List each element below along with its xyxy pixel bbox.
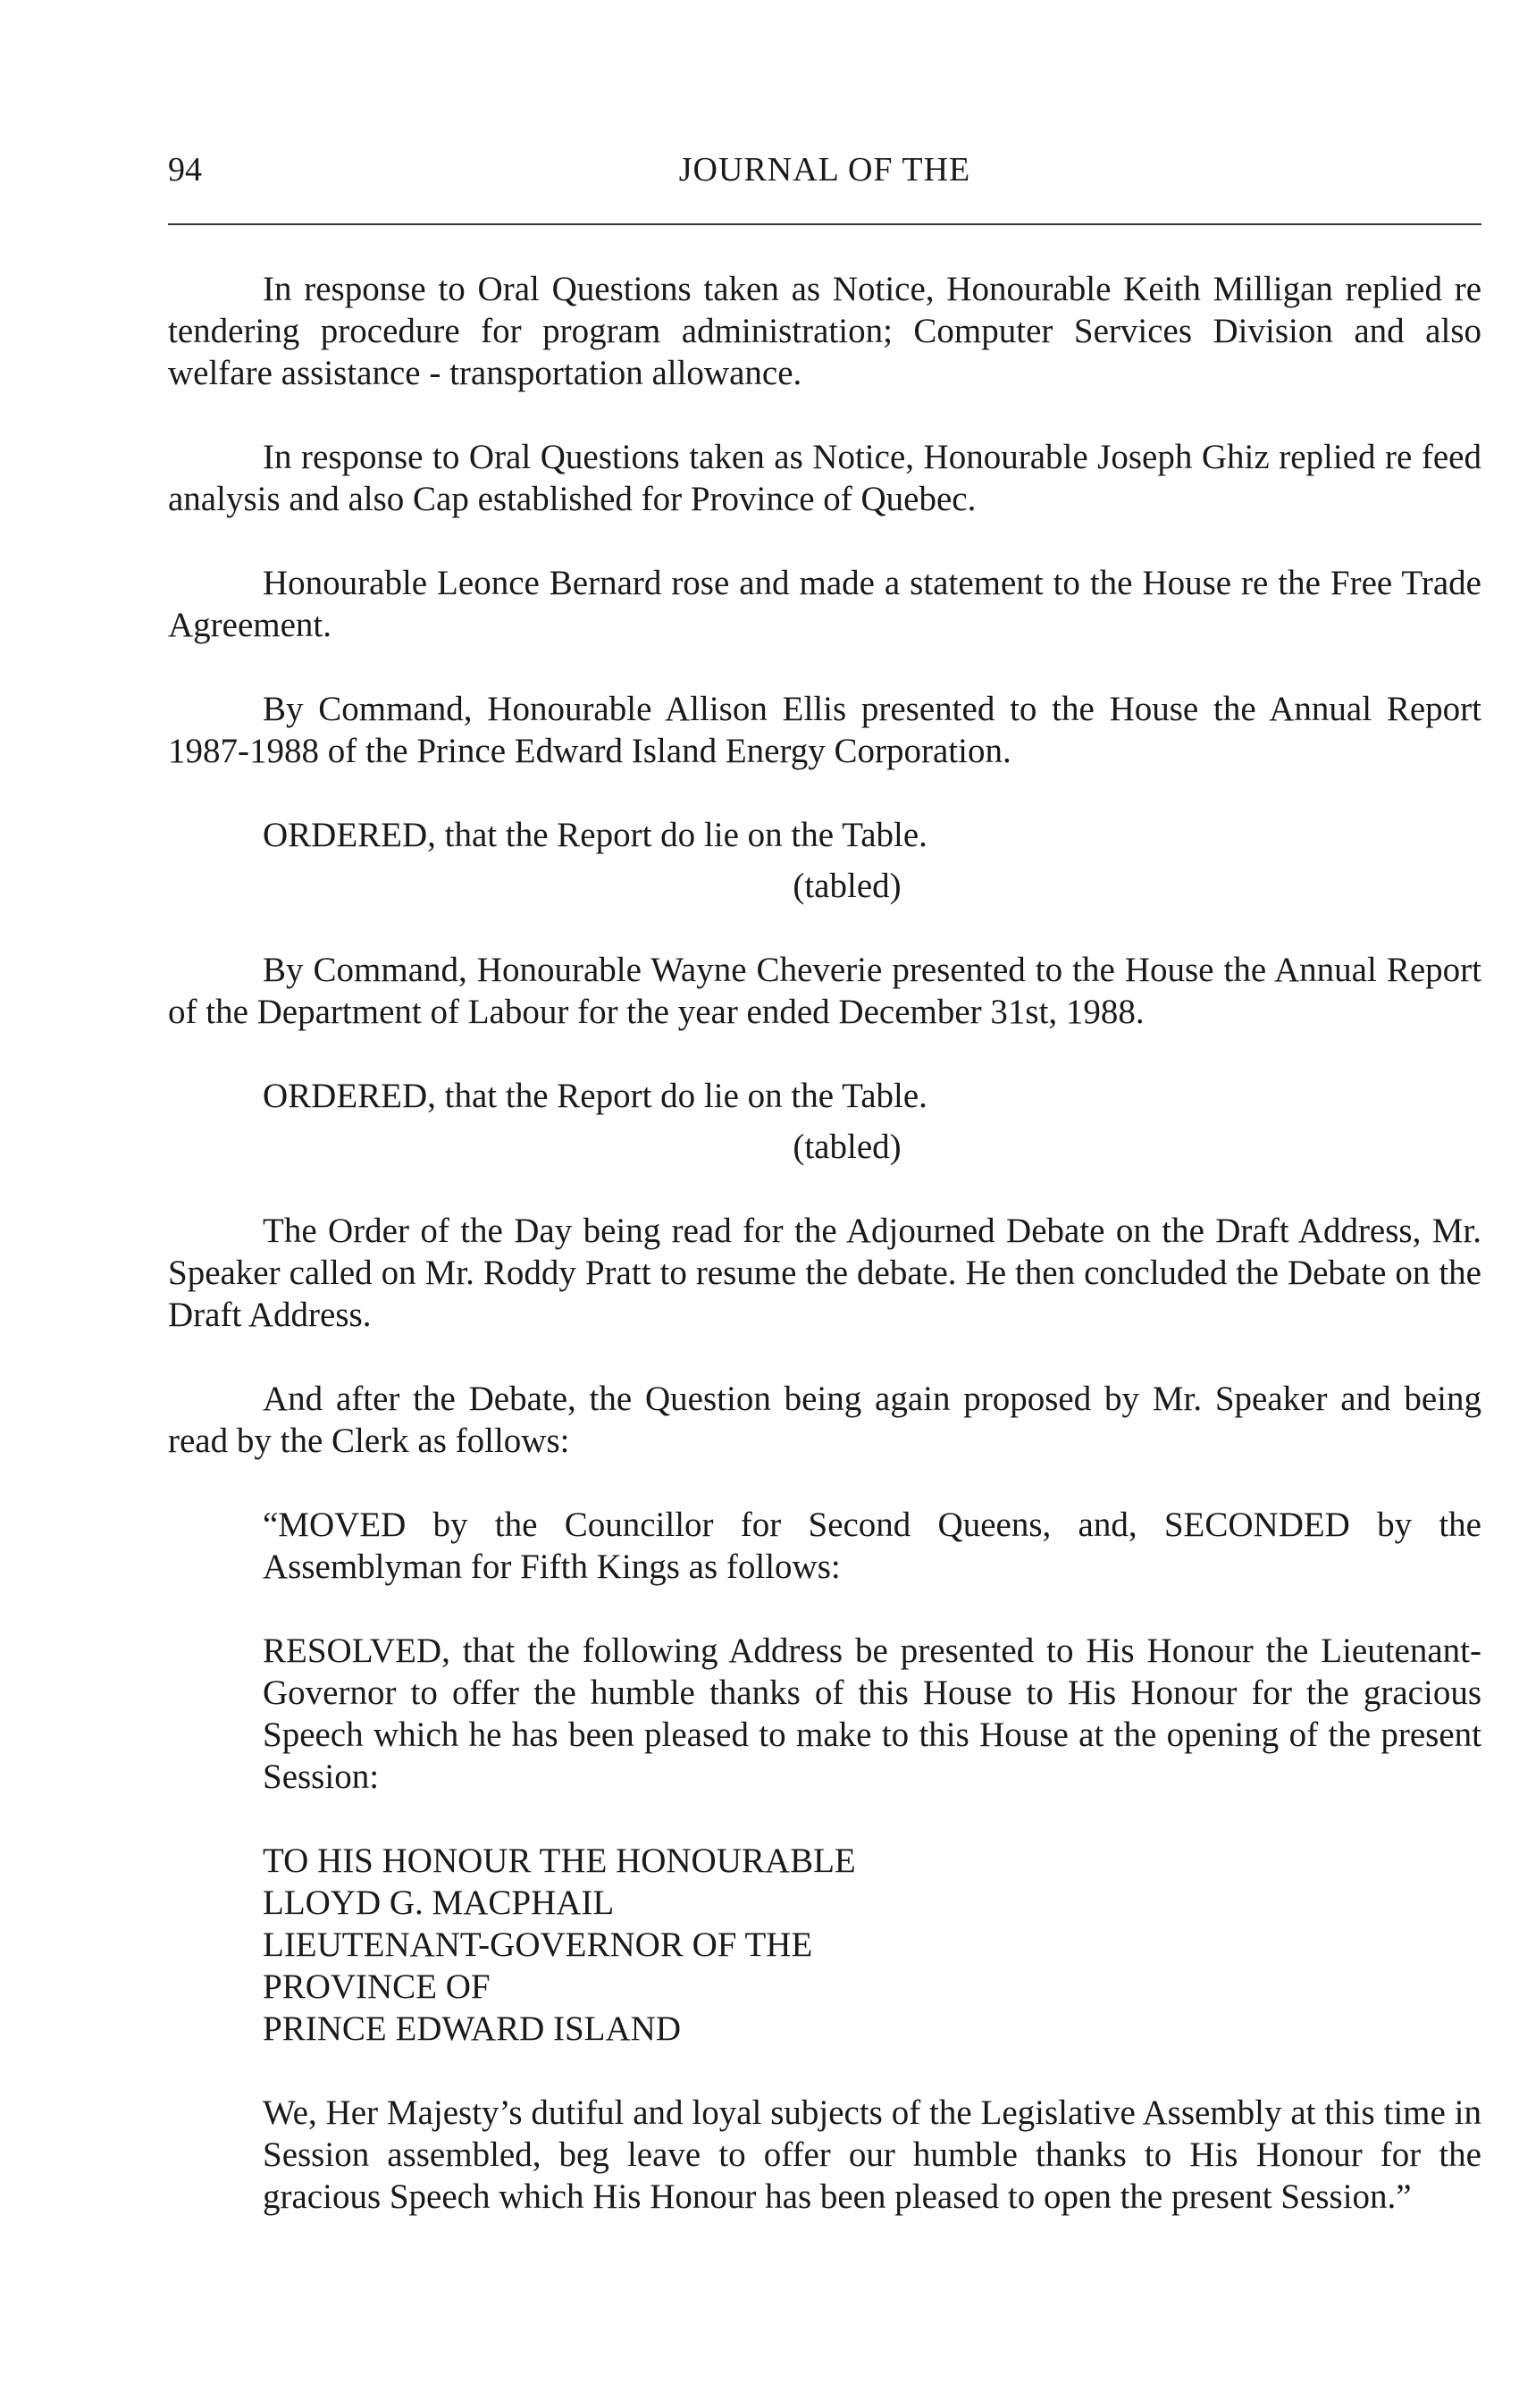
address-line: LLOYD G. MACPHAIL bbox=[263, 1884, 615, 1922]
quote-resolved: RESOLVED, that the following Address be presented to His Honour the Lieutenant-Governor to offer the humble thanks of this House to His Honour for the gracious Speech which he has been pleased to make to this House at the opening of the present Session: bbox=[263, 1632, 1481, 1796]
paragraph-order-of-day: The Order of the Day being read for the Adjourned Debate on the Draft Address, Mr. Speaker called on Mr. Roddy Pratt to resume the debate. He then concluded the Debate on the Draft Address. bbox=[168, 1212, 1481, 1334]
paragraph-ellis-report: By Command, Honourable Allison Ellis presented to the House the Annual Report 1987-1988 of the Prince Edward Island Energy Corporation. bbox=[168, 690, 1481, 770]
paragraph-bernard-statement: Honourable Leonce Bernard rose and made a statement to the House re the Free Trade Agreement. bbox=[168, 564, 1481, 644]
paragraph-cheverie-report: By Command, Honourable Wayne Cheverie presented to the House the Annual Report of the Department of Labour for the year ended December 31st, 1988. bbox=[168, 951, 1481, 1031]
ordered-line-2: ORDERED, that the Report do lie on the Table. bbox=[263, 1077, 927, 1115]
address-line: PRINCE EDWARD ISLAND bbox=[263, 2009, 681, 2048]
header-rule bbox=[168, 223, 1481, 225]
quote-loyal-subjects: We, Her Majesty’s dutiful and loyal subjects of the Legislative Assembly at this time in Session assembled, beg leave to offer our humble thanks to His Honour for the gracious Speech which His Honour has been pleased to open the present Session.” bbox=[263, 2093, 1481, 2216]
tabled-note-2: (tabled) bbox=[793, 1128, 902, 1166]
document-body bbox=[168, 268, 1481, 2260]
paragraph-milligan-response: In response to Oral Questions taken as Notice, Honourable Keith Milligan replied re tendering procedure for program administration; Computer Services Division and also welfare assistance - transportation allowance. bbox=[168, 270, 1481, 392]
tabled-note-1: (tabled) bbox=[793, 867, 902, 905]
address-line: PROVINCE OF bbox=[263, 1968, 491, 2006]
page-header bbox=[168, 150, 1481, 193]
quote-moved-seconded: “MOVED by the Councillor for Second Queens, and, SECONDED by the Assemblyman for Fifth Kings as follows: bbox=[263, 1506, 1481, 1586]
address-block bbox=[263, 1840, 1481, 2050]
paragraph-ghiz-response: In response to Oral Questions taken as Notice, Honourable Joseph Ghiz replied re feed analysis and also Cap established for Province of Quebec. bbox=[168, 438, 1481, 518]
running-head: JOURNAL OF THE bbox=[678, 151, 971, 189]
address-line: LIEUTENANT-GOVERNOR OF THE bbox=[263, 1926, 813, 1964]
paragraph-question-proposed: And after the Debate, the Question being again proposed by Mr. Speaker and being read by the Clerk as follows: bbox=[168, 1380, 1481, 1460]
ordered-line-1: ORDERED, that the Report do lie on the Table. bbox=[263, 816, 927, 854]
address-line: TO HIS HONOUR THE HONOURABLE bbox=[263, 1842, 856, 1880]
page-number: 94 bbox=[168, 151, 202, 189]
